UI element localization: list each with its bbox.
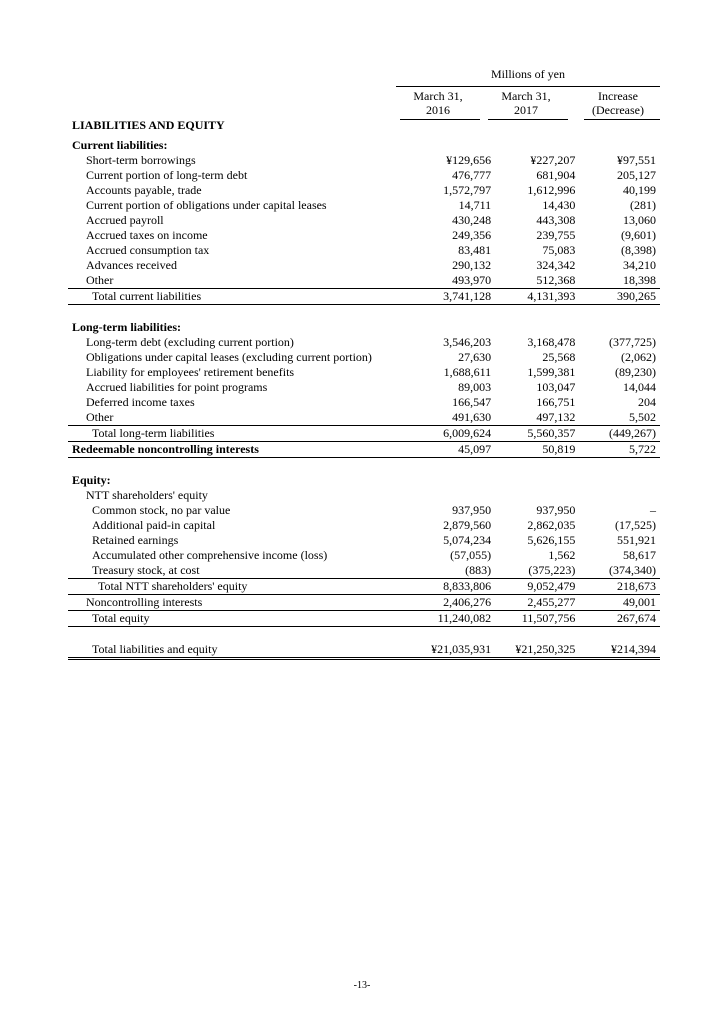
row-label: Total current liabilities xyxy=(68,289,411,305)
value-2017: 11,507,756 xyxy=(495,611,579,627)
value-2016: 476,777 xyxy=(452,168,492,182)
value-2016: 2,406,276 xyxy=(411,595,495,611)
value-2016: 430,248 xyxy=(452,213,492,227)
value-2016 xyxy=(411,473,495,488)
value-change: ¥214,394 xyxy=(579,642,660,659)
value-2016: 83,481 xyxy=(458,243,492,257)
page-number: -13- xyxy=(353,980,371,991)
value-change: 267,674 xyxy=(579,611,660,627)
value-2016: ¥21,035,931 xyxy=(411,642,495,659)
value-change: 34,210 xyxy=(623,258,656,272)
value-change: (17,525) xyxy=(615,518,656,532)
value-2017: 9,052,479 xyxy=(495,579,579,595)
value-change: 205,127 xyxy=(617,168,656,182)
column-header-rule xyxy=(400,119,480,120)
value-change: (2,062) xyxy=(621,350,656,364)
table-row xyxy=(68,153,660,168)
value-2017: 2,455,277 xyxy=(495,595,579,611)
value-change: 390,265 xyxy=(579,289,660,305)
value-change: 13,060 xyxy=(623,213,656,227)
table-row xyxy=(68,611,660,627)
value-2016: (57,055) xyxy=(450,548,492,562)
value-change: (89,230) xyxy=(615,365,656,379)
row-label: Accrued consumption tax xyxy=(86,243,210,257)
table-row xyxy=(68,198,660,213)
value-2017: 5,560,357 xyxy=(495,426,579,442)
value-change: 551,921 xyxy=(617,533,656,547)
value-2016: 493,970 xyxy=(452,273,492,287)
table-row xyxy=(68,533,660,548)
table-row xyxy=(68,579,660,595)
value-change xyxy=(579,488,660,503)
section-title: LIABILITIES AND EQUITY xyxy=(72,118,225,132)
value-2017: (375,223) xyxy=(528,563,576,577)
value-2017: 324,342 xyxy=(536,258,576,272)
value-2016: 166,547 xyxy=(452,395,492,409)
table-row xyxy=(68,503,660,518)
value-2017: 681,904 xyxy=(536,168,576,182)
table-row xyxy=(68,350,660,365)
row-label: Total long-term liabilities xyxy=(68,426,411,442)
table-row xyxy=(68,410,660,426)
value-change: 18,398 xyxy=(623,273,656,287)
value-2017: 3,168,478 xyxy=(527,335,576,349)
row-label: Other xyxy=(86,410,114,424)
row-label: Current liabilities: xyxy=(72,138,168,152)
row-label: Accrued taxes on income xyxy=(86,228,208,242)
value-2016: 3,741,128 xyxy=(411,289,495,305)
value-2016: 290,132 xyxy=(452,258,492,272)
table-row xyxy=(68,258,660,273)
table-row xyxy=(68,380,660,395)
value-2016: 14,711 xyxy=(458,198,492,212)
row-label: Advances received xyxy=(86,258,177,272)
row-label: Liability for employees' retirement benefits xyxy=(86,365,295,379)
row-label: Noncontrolling interests xyxy=(68,595,411,611)
table-row xyxy=(68,228,660,243)
row-label: Current portion of obligations under capital leases xyxy=(86,198,327,212)
value-2017: 25,568 xyxy=(542,350,576,364)
table-row xyxy=(68,473,660,488)
value-2016: ¥129,656 xyxy=(446,153,492,167)
unit-header-rule xyxy=(396,86,660,87)
row-label: Equity: xyxy=(72,473,111,487)
value-2017: 239,755 xyxy=(536,228,576,242)
value-2017: 103,047 xyxy=(536,380,576,394)
value-change: 204 xyxy=(638,395,656,409)
row-label: Total liabilities and equity xyxy=(68,642,411,659)
table-row xyxy=(68,138,660,153)
value-2016: 249,356 xyxy=(452,228,492,242)
value-2016: 1,572,797 xyxy=(443,183,492,197)
value-change: (8,398) xyxy=(621,243,656,257)
value-2017: 166,751 xyxy=(536,395,576,409)
value-change: – xyxy=(650,503,656,517)
value-2016: 89,003 xyxy=(458,380,492,394)
value-change: 49,001 xyxy=(579,595,660,611)
value-2017 xyxy=(495,320,579,335)
value-change: (377,725) xyxy=(609,335,656,349)
value-change: 14,044 xyxy=(623,380,656,394)
column-header-2016: March 31, 2016 xyxy=(413,89,463,117)
table-row xyxy=(68,395,660,410)
value-2017: 75,083 xyxy=(542,243,576,257)
value-2016: 45,097 xyxy=(411,442,495,458)
spacer-row xyxy=(68,458,660,474)
value-2017 xyxy=(495,473,579,488)
row-label: NTT shareholders' equity xyxy=(86,488,208,502)
table-row xyxy=(68,488,660,503)
spacer-row xyxy=(68,627,660,643)
value-2016: 27,630 xyxy=(458,350,492,364)
value-change: ¥97,551 xyxy=(617,153,656,167)
value-change: 218,673 xyxy=(579,579,660,595)
table-row xyxy=(68,518,660,533)
value-change: (449,267) xyxy=(579,426,660,442)
value-2017: 4,131,393 xyxy=(495,289,579,305)
value-2016 xyxy=(411,138,495,153)
value-2017: 1,599,381 xyxy=(527,365,576,379)
table-row xyxy=(68,168,660,183)
value-2016: 2,879,560 xyxy=(443,518,492,532)
value-2016 xyxy=(411,488,495,503)
row-label: Treasury stock, at cost xyxy=(92,563,200,577)
row-label: Accrued payroll xyxy=(86,213,164,227)
table-row xyxy=(68,365,660,380)
table-row xyxy=(68,563,660,579)
value-2017 xyxy=(495,138,579,153)
column-header-rule xyxy=(584,119,660,120)
value-change: (9,601) xyxy=(621,228,656,242)
table-row xyxy=(68,548,660,563)
value-2016: (883) xyxy=(465,563,492,577)
table-row xyxy=(68,426,660,442)
table-row xyxy=(68,442,660,458)
row-label: Short-term borrowings xyxy=(86,153,196,167)
row-label: Total equity xyxy=(68,611,411,627)
table-row xyxy=(68,595,660,611)
table-row xyxy=(68,320,660,335)
row-label: Obligations under capital leases (excluding current portion) xyxy=(86,350,372,364)
value-change xyxy=(579,320,660,335)
row-label: Accumulated other comprehensive income (loss) xyxy=(92,548,328,562)
row-label: Total NTT shareholders' equity xyxy=(68,579,411,595)
row-label: Accounts payable, trade xyxy=(86,183,202,197)
value-change: 5,722 xyxy=(579,442,660,458)
value-change: 5,502 xyxy=(629,410,656,424)
value-2016: 5,074,234 xyxy=(443,533,492,547)
row-label: Other xyxy=(86,273,114,287)
row-label: Long-term debt (excluding current portion) xyxy=(86,335,294,349)
value-2017: 2,862,035 xyxy=(527,518,576,532)
row-label: Redeemable noncontrolling interests xyxy=(68,442,411,458)
table-row xyxy=(68,642,660,659)
value-2016: 8,833,806 xyxy=(411,579,495,595)
row-label: Deferred income taxes xyxy=(86,395,195,409)
row-label: Retained earnings xyxy=(92,533,179,547)
column-header-2017: March 31, 2017 xyxy=(501,89,551,117)
value-2017: 443,308 xyxy=(536,213,576,227)
table-row xyxy=(68,289,660,305)
row-label: Accrued liabilities for point programs xyxy=(86,380,268,394)
table-row xyxy=(68,335,660,350)
value-change: (374,340) xyxy=(609,563,656,577)
table-row xyxy=(68,183,660,198)
column-header-change: Increase (Decrease) xyxy=(592,89,644,117)
value-change: 58,617 xyxy=(623,548,656,562)
value-2016: 6,009,624 xyxy=(411,426,495,442)
row-label: Current portion of long-term debt xyxy=(86,168,248,182)
value-2017 xyxy=(495,488,579,503)
row-label: Common stock, no par value xyxy=(92,503,231,517)
row-label: Additional paid-in capital xyxy=(92,518,216,532)
value-change xyxy=(579,473,660,488)
value-2016: 3,546,203 xyxy=(443,335,492,349)
value-2017: 497,132 xyxy=(536,410,576,424)
value-2016: 491,630 xyxy=(452,410,492,424)
balance-sheet-table xyxy=(68,138,660,660)
row-label: Long-term liabilities: xyxy=(72,320,181,334)
value-2016 xyxy=(411,320,495,335)
value-2016: 1,688,611 xyxy=(443,365,492,379)
value-2016: 937,950 xyxy=(452,503,492,517)
column-header-rule xyxy=(488,119,568,120)
value-2017: 50,819 xyxy=(495,442,579,458)
value-2017: 5,626,155 xyxy=(527,533,576,547)
unit-header: Millions of yen xyxy=(491,67,565,81)
value-change xyxy=(579,138,660,153)
value-2017: 512,368 xyxy=(536,273,576,287)
value-2017: 937,950 xyxy=(536,503,576,517)
value-2017: 14,430 xyxy=(542,198,576,212)
spacer-row xyxy=(68,305,660,321)
value-2017: 1,612,996 xyxy=(527,183,576,197)
value-2017: ¥21,250,325 xyxy=(495,642,579,659)
value-change: (281) xyxy=(630,198,656,212)
value-2017: 1,562 xyxy=(548,548,576,562)
table-row xyxy=(68,273,660,289)
value-2017: ¥227,207 xyxy=(530,153,576,167)
table-row xyxy=(68,243,660,258)
value-2016: 11,240,082 xyxy=(411,611,495,627)
value-change: 40,199 xyxy=(623,183,656,197)
table-row xyxy=(68,213,660,228)
